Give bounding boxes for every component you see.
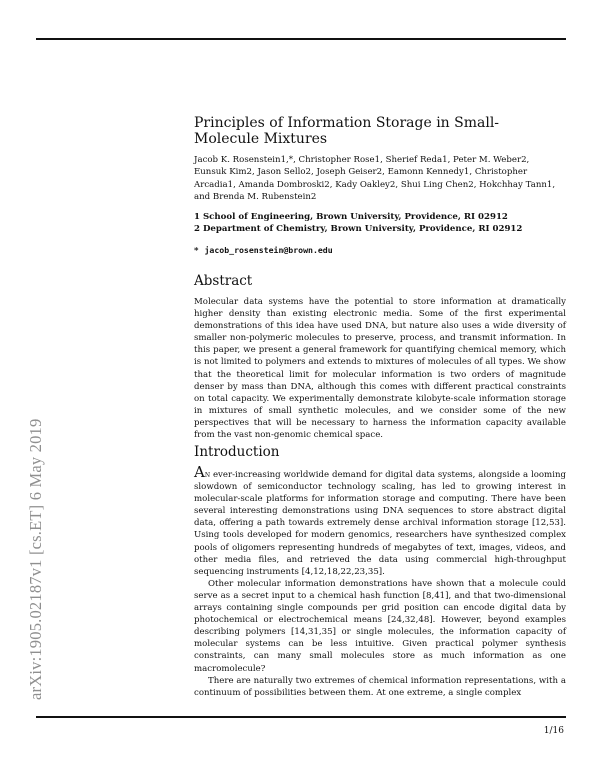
page-number: 1/16 <box>543 726 564 736</box>
smallcaps-lead: n <box>204 470 211 480</box>
abstract-body <box>194 296 566 441</box>
introduction-paragraph: Other molecular information demonstrations have shown that a molecule could serve as a secret input to a chemical hash function [8,41], and that two-dimensional arrays containing single compounds per grid position can encode digital data by photochemical or electrochemical means [24,32,48]. However, beyond examples describing polymers [14,31,35] or single molecules, the information capacity of molecular systems can be less intuitive. Given practical polymer synthesis constraints, can many small molecules store as much information as one macromolecule? <box>194 578 566 674</box>
affiliation-list <box>194 211 564 236</box>
header-rule <box>36 38 566 40</box>
abstract-heading: Abstract <box>194 273 253 289</box>
corresponding-author <box>194 244 333 257</box>
footer-rule <box>36 716 566 718</box>
paragraph-text: ever-increasing worldwide demand for digital data systems, alongside a looming slowdown of semiconductor technology scaling, has led to growing interest in molecular-scale platforms for information storage and computing. There have been several interesting demonstrations using DNA sequences to store abstract digital data, offering a path towards extremely dense archival information storage [12,53]. Using tools developed for modern genomics, researchers have synthesized complex pools of oligomers representing hundreds of megabytes of text, images, videos, and other media files, and retrieved the data using commercial high-throughput sequencing instruments [4,12,18,22,23,35]. <box>194 470 566 577</box>
affiliation-item: 2 Department of Chemistry, Brown University, Providence, RI 02912 <box>194 224 523 235</box>
introduction-body <box>194 463 566 699</box>
abstract-paragraph: Molecular data systems have the potential to store information at dramatically higher density than existing electronic media. Some of the first experimental demonstrations of this idea have used DNA, but nature also uses a wide diversity of smaller non-polymeric molecules to preserve, process, and transmit information. In this paper, we present a general framework for quantifying chemical memory, which is not limited to polymers and extends to mixtures of molecules of all types. We show that the theoretical limit for molecular information is two orders of magnitude denser by mass than DNA, although this comes with different practical constraints on total capacity. We experimentally demonstrate kilobyte-scale information storage in mixtures of small synthetic molecules, and we consider some of the new perspectives that will be necessary to harness the information capacity available from the vast non-genomic chemical space. <box>194 297 566 441</box>
introduction-heading: Introduction <box>194 444 280 460</box>
dropcap-letter: A <box>194 463 205 481</box>
paper-title: Principles of Information Storage in Small-Molecule Mixtures <box>194 115 500 147</box>
arxiv-identifier-stamp[interactable]: arXiv:1905.02187v1 [cs.ET] 6 May 2019 <box>26 418 45 700</box>
author-list: Jacob K. Rosenstein1,*, Christopher Rose1, Sherief Reda1, Peter M. Weber2, Eunsuk Kim2, Jason Sello2, Joseph Geiser2, Eamonn Kennedy1, Christopher Arcadia1, Amanda Dombroski2, Kady Oakley2, Shui Ling Chen2, Hokchhay Tann1, and Brenda M. Rubenstein2 <box>194 155 556 203</box>
affiliation-item: 1 School of Engineering, Brown University, Providence, RI 02912 <box>194 212 508 222</box>
corresponding-email[interactable]: jacob_rosenstein@brown.edu <box>204 245 333 255</box>
introduction-paragraph: There are naturally two extremes of chemical information representations, with a continuum of possibilities between them. At one extreme, a single complex <box>194 675 566 698</box>
correspondence-marker: * <box>194 246 199 256</box>
introduction-paragraph <box>194 463 566 578</box>
